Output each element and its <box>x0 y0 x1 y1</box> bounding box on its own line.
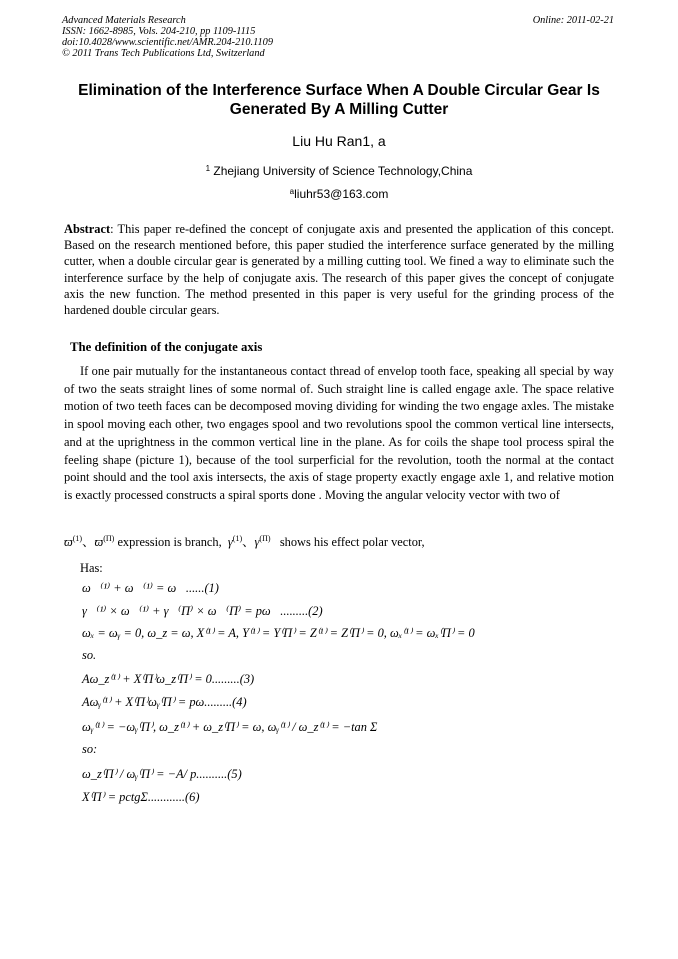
abstract-text: : This paper re-defined the concept of conjugate axis and presented the application of this concept. Based on the research mentioned before, this paper studied the interference surface generated by the milling cutter, when a double circular gear is generated by a milling cutting tool. We fined a way to eliminate such the interference surface by the help of conjugate axis. The research of this paper gives the concept of conjugate axis the new function. The method presented in this paper is very useful for the grinding process of the hardened double circular gears. <box>64 222 614 318</box>
section-heading: The definition of the conjugate axis <box>70 340 263 354</box>
equation-2: γ⃗⁽¹⁾ × ω⃗⁽¹⁾ + γ⃗⁽Π⁾ × ω⃗⁽Π⁾ = pω⃗.........(2) <box>82 604 323 618</box>
gamma-symbol-2: γ <box>254 535 260 549</box>
author-line: Liu Hu Ran1, a <box>292 133 386 149</box>
issn-line: ISSN: 1662-8985, Vols. 204-210, pp 1109-1115 <box>62 26 256 37</box>
separator-2: 、 <box>242 535 255 549</box>
separator-1: 、 <box>82 535 95 549</box>
gamma-sup-2: (Π) <box>259 534 271 543</box>
expression-text-end: shows his effect polar vector, <box>279 535 425 549</box>
equation-1: ω⃗⁽¹⁾ + ω⃗⁽¹⁾ = ω⃗......(1) <box>82 581 219 595</box>
omega-sup-1: (1) <box>72 534 83 543</box>
affiliation-marker: 1 <box>205 164 211 173</box>
omega-sup-2: (Π) <box>103 534 115 543</box>
equation-4: Aωᵧ⁽¹⁾ + X⁽Π⁾ωᵧ⁽Π⁾ = pω.........(4) <box>82 695 247 709</box>
abstract <box>64 221 614 318</box>
affiliation <box>0 164 678 178</box>
journal-header <box>62 15 614 59</box>
paper-title: Elimination of the Interference Surface When A Double Circular Gear Is Generated By A Milling Cutter <box>78 82 600 118</box>
affiliation-text: Zhejiang University of Science Technology,China <box>213 164 473 178</box>
so-label-2: so: <box>82 742 98 756</box>
omega-symbol-1: ϖ <box>64 535 73 549</box>
author-email <box>0 187 678 201</box>
so-label-1: so. <box>82 648 97 662</box>
vector-expression-line <box>64 532 624 550</box>
equation-relations: ωᵧ⁽¹⁾ = −ωᵧ⁽Π⁾, ω_z⁽¹⁾ + ω_z⁽Π⁾ = ω, ωᵧ⁽¹⁾ / ω_z⁽¹⁾ = −tan Σ <box>82 720 378 734</box>
abstract-label: Abstract <box>64 222 111 236</box>
has-label: Has: <box>80 561 103 575</box>
expression-text-mid: expression is branch, <box>117 535 222 549</box>
email-text: liuhr53@163.com <box>294 187 389 201</box>
online-date: Online: 2011-02-21 <box>532 15 614 26</box>
gamma-sup-1: (1) <box>232 534 243 543</box>
equation-conditions: ωₓ = ωᵧ = 0, ω_z = ω, X⁽¹⁾ = A, Y⁽¹⁾ = Y⁽Π⁾ = Z⁽¹⁾ = Z⁽Π⁾ = 0, ωₓ⁽¹⁾ = ωₓ⁽Π⁾ = 0 <box>82 626 475 640</box>
copyright-line: © 2011 Trans Tech Publications Ltd, Switzerland <box>62 48 265 59</box>
email-marker: a <box>289 187 295 196</box>
omega-symbol-2: ϖ <box>94 535 104 549</box>
body-paragraph: If one pair mutually for the instantaneous contact thread of envelop tooth face, speaking all special by way of two the seats straight lines of some normal of. Such straight line is called engage axle. The space relative motion of two teeth faces can be decomposed moving dividing for winding the two engage axles. The mistake in spool moving each other, two engages spool and two revolutions spool the common vertical line intersects, and at the uprightness in the common vertical line in the plane. As for coils the shape tool process spiral the feeling shape (picture 1), because of the tool surperficial for the revolution, tooth the normal at the contact point should and the tool axis intersects, the axis of stage property exactly engage axle 1, and relative motion is exactly processed constructs a spiral sports done . Moving the angular velocity vector with two of <box>64 364 614 502</box>
doi-line: doi:10.4028/www.scientific.net/AMR.204-210.1109 <box>62 37 273 48</box>
gamma-symbol-1: γ <box>227 535 233 549</box>
equation-3: Aω_z⁽¹⁾ + X⁽Π⁾ω_z⁽Π⁾ = 0.........(3) <box>82 672 255 686</box>
journal-name: Advanced Materials Research <box>62 15 186 26</box>
equation-6: X⁽Π⁾ = pctgΣ............(6) <box>82 790 200 804</box>
equation-5: ω_z⁽Π⁾ / ωᵧ⁽Π⁾ = −A/ p..........(5) <box>82 767 242 781</box>
